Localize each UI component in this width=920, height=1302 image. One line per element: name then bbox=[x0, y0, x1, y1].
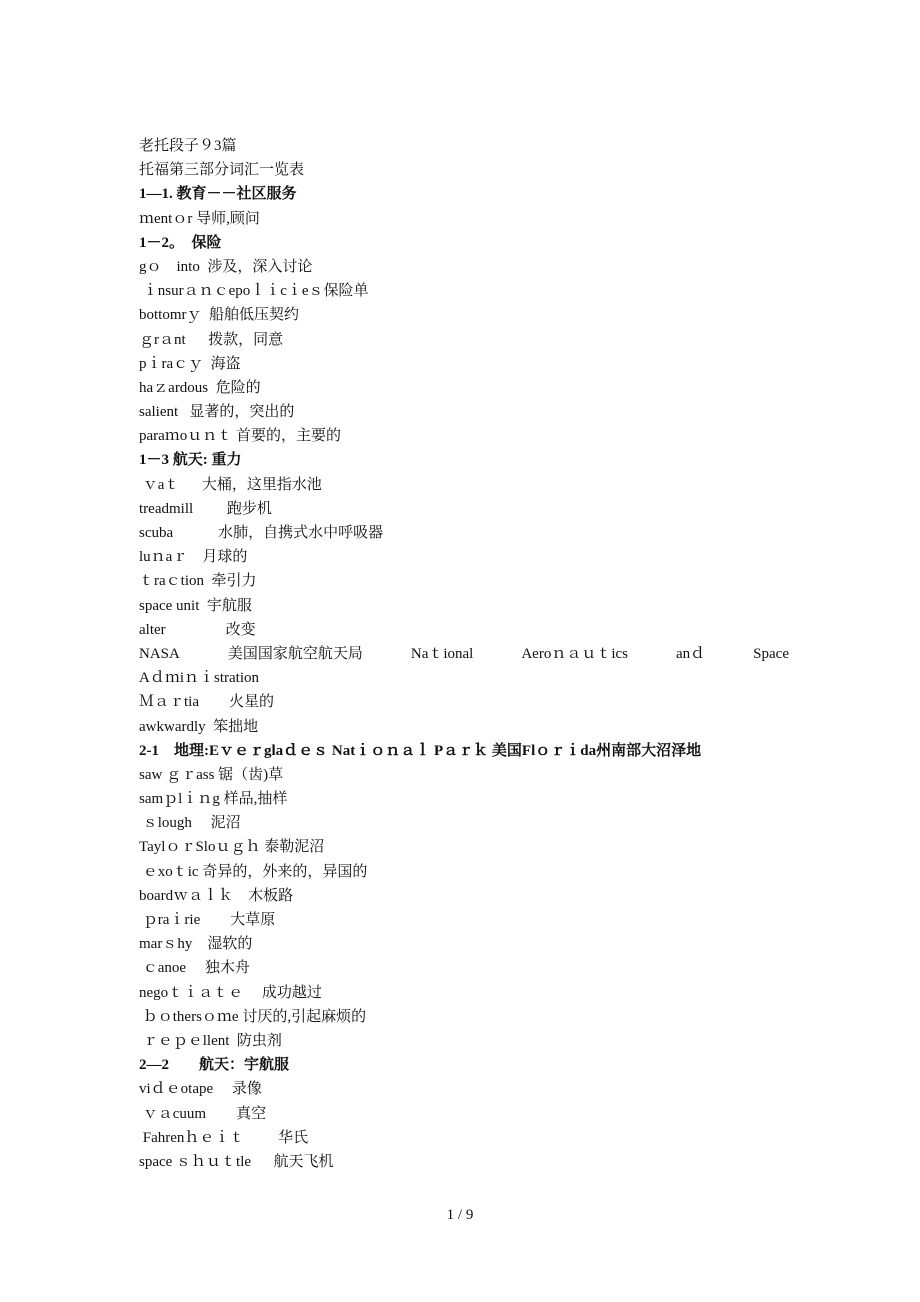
vocab-entry: Aｄｍiｎｉstration bbox=[139, 670, 259, 687]
vocab-entry: TaylｏｒSloｕｇｈ 泰勒泥沼 bbox=[139, 839, 325, 856]
vocab-entry: haｚardous 危险的 bbox=[139, 379, 261, 396]
vocab-entry: ｉnsurａｎｃepoｌｉcｉeｓ保险单 bbox=[139, 283, 369, 300]
section-heading: 1－2。 保险 bbox=[139, 234, 222, 251]
vocab-entry: luｎaｒ 月球的 bbox=[139, 549, 248, 566]
nasa-word: Aeroｎａｕｔics bbox=[521, 645, 628, 662]
section-heading: 2-1 地理:Eｖｅｒglaｄｅｓ Natｉｏｎａｌ Pａｒｋ 美国Flｏｒｉda州南部大沼泽地 bbox=[139, 742, 702, 759]
vocab-entry: ｍentｏr 导师,顾问 bbox=[139, 210, 260, 227]
vocab-entry: space ｓｈｕｔtle 航天飞机 bbox=[139, 1153, 334, 1170]
vocab-entry: samｐlｉｎg 样品,抽样 bbox=[139, 791, 288, 808]
vocab-entry: boardｗａｌｋ 木板路 bbox=[139, 887, 294, 904]
vocab-entry: gｏ into 涉及，深入讨论 bbox=[139, 258, 313, 275]
section-heading: 1－3 航天: 重力 bbox=[139, 452, 242, 469]
document-title: 老托段子９3篇 bbox=[139, 138, 237, 154]
vocab-entry: ｂｏthersｏｍe 讨厌的,引起麻烦的 bbox=[139, 1008, 367, 1025]
nasa-word: Space bbox=[753, 645, 789, 662]
vocab-entry: marｓhy 湿软的 bbox=[139, 936, 253, 953]
vocab-entry: paraｍoｕｎｔ 首要的，主要的 bbox=[139, 428, 342, 445]
document-body bbox=[139, 134, 789, 1174]
vocab-entry: negoｔｉａｔｅ 成功越过 bbox=[139, 984, 322, 1001]
vocab-entry: bottomrｙ 船舶低压契约 bbox=[139, 307, 299, 324]
nasa-term: NASA bbox=[139, 645, 180, 662]
vocab-entry: Fahrenｈｅｉｔ 华氏 bbox=[139, 1129, 309, 1146]
vocab-entry: pｉraｃｙ 海盗 bbox=[139, 355, 241, 372]
vocab-entry: alter 改变 bbox=[139, 621, 256, 638]
page-number: 1 / 9 bbox=[446, 1207, 474, 1223]
vocab-entry: salient 显著的，突出的 bbox=[139, 404, 295, 421]
nasa-meaning: 美国国家航空航天局 bbox=[227, 645, 363, 662]
vocab-entry: scuba 水肺，自携式水中呼吸器 bbox=[139, 525, 384, 541]
vocab-entry: Ｍａｒtia 火星的 bbox=[139, 694, 274, 711]
vocab-entry-justified bbox=[139, 642, 789, 666]
vocab-entry: ｔraｃtion 牵引力 bbox=[139, 573, 257, 590]
document-subtitle: 托福第三部分词汇一览表 bbox=[139, 162, 305, 179]
section-heading: 2—2 航天：宇航服 bbox=[139, 1057, 290, 1074]
vocab-entry: ｓlough 泥沼 bbox=[139, 815, 241, 832]
vocab-entry: awkwardly 笨拙地 bbox=[139, 718, 259, 735]
vocab-entry: ｐraｉrie 大草原 bbox=[139, 912, 276, 928]
vocab-entry: ｖaｔ 大桶，这里指水池 bbox=[139, 476, 322, 493]
vocab-entry: ｃanoe 独木舟 bbox=[139, 960, 250, 977]
nasa-word: anｄ bbox=[676, 645, 706, 662]
nasa-word: Naｔional bbox=[410, 645, 474, 662]
vocab-entry: ｒｅｐｅllent 防虫剂 bbox=[139, 1032, 282, 1049]
vocab-entry: treadmill 跑步机 bbox=[139, 500, 272, 517]
vocab-entry: space unit 宇航服 bbox=[139, 597, 252, 614]
vocab-entry: saw ｇｒass 锯（齿)草 bbox=[139, 766, 284, 783]
vocab-entry: ｇrａnt 拨款，同意 bbox=[139, 331, 284, 348]
section-heading: 1—1. 教育－－社区服务 bbox=[139, 186, 297, 203]
vocab-entry: ｅxoｔic 奇异的，外来的，异国的 bbox=[139, 863, 368, 880]
vocab-entry: viｄｅotape 录像 bbox=[139, 1081, 262, 1098]
vocab-entry: ｖａcuum 真空 bbox=[139, 1105, 267, 1122]
